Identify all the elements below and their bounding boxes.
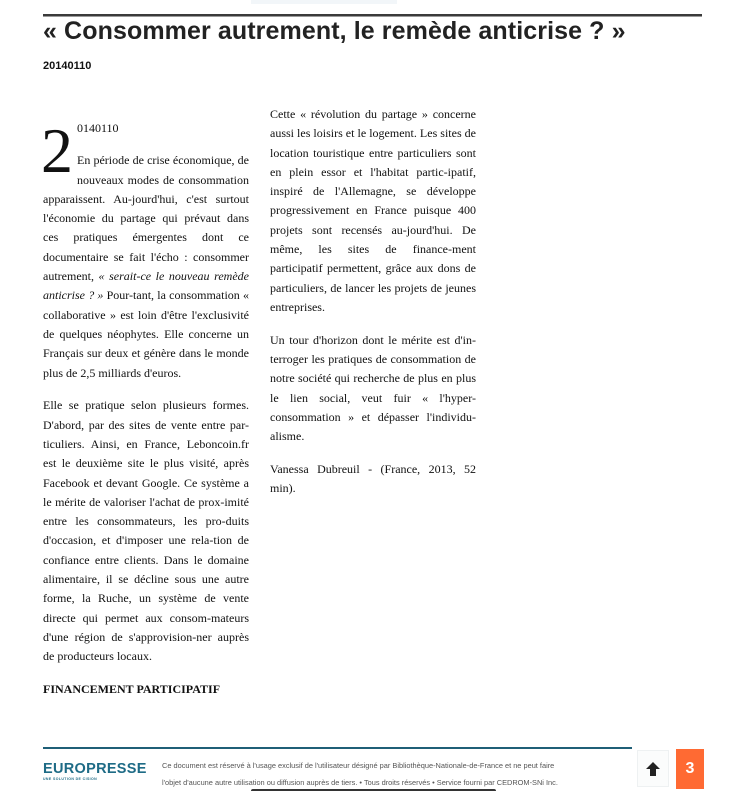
article-paragraph: Cette « révolution du partage » concerne aussi les loisirs et le logement. Les sites de location touristique entre particuliers sont en plein essor et l'habitat partic-ipatif, inspiré de l'Allemagne, se développe progressivement en France puisque 400 projets sont recensés au-jourd'hui. De même, les sites de finance-ment participatif permettent, grâce aux dons de particuliers, de lancer les projets de jeunes entreprises. (270, 107, 476, 314)
article-date: 20140110 (43, 60, 92, 72)
legal-line: l'objet d'aucune autre utilisation ou diffusion auprès de tiers. • Tous droits réservés • Service fourni par CEDROM-SNi Inc. (162, 778, 558, 787)
top-tab-strip (251, 0, 397, 4)
logo-wordmark: EUROPRESSE (43, 761, 147, 777)
scroll-to-top-button[interactable] (637, 750, 669, 787)
article-paragraph: Un tour d'horizon dont le mérite est d'in-terroger les pratiques de consommation de notre société qui recherche de plus en plus le lien social, veut fuir « l'hyper-consommation » et dépasser l'individu-alisme. (270, 332, 476, 444)
dropcap-continuation: 0140110 (77, 121, 119, 135)
article-column-1 (41, 115, 249, 713)
logo-tagline: UNE SOLUTION DE CISION (43, 777, 98, 781)
article-paragraph: Elle se pratique selon plusieurs formes. D'abord, par des sites de vente entre par-ticuliers. Ainsi, en France, Leboncoin.fr est le deuxième site le plus visité, après Facebook et devant Google. Ce système a le mérite de valoriser l'achat de prox-imité entre les consommateurs, les pro-duits d'occasion, et d'imposer une rela-tion de confiance entre clients. Dans le domaine alimentaire, il se décline sous une autre forme, la Ruche, un système de vente directe qui permet aux consom-mateurs d'une région de s'approvision-ner auprès de producteurs locaux. (43, 398, 249, 664)
legal-line: Ce document est réservé à l'usage exclusif de l'utilisateur désigné par Bibliothèque-Nationale-de-France et ne peut faire (162, 761, 555, 770)
article-credit: Vanessa Dubreuil - (France, 2013, 52 min). (270, 462, 476, 496)
europresse-logo (43, 762, 148, 781)
article-paragraph (41, 115, 249, 383)
italic-quote: « serait-ce le nouveau remède anticrise ? » (43, 269, 249, 303)
page-number-badge: 3 (676, 749, 704, 789)
article-title: « Consommer autrement, le remède anticrise ? » (43, 17, 626, 45)
article-column-2 (270, 105, 476, 512)
arrow-up-icon (645, 761, 661, 777)
paragraph-text: Pour-tant, la consommation « collaborative » est loin d'être l'exclusivité de quelques néophytes. Elle concerne un Français sur deux et génère dans le monde plus de 2,5 milliards d'euros. (43, 288, 249, 380)
drop-cap: 2 (41, 115, 73, 186)
legal-notice (162, 757, 632, 791)
section-subheading: FINANCEMENT PARTICIPATIF (43, 682, 221, 697)
paragraph-text: En période de crise économique, de nouveaux modes de consommation apparaissent. Au-jourd'hui, c'est surtout l'économie du partage qui prévaut dans ces pratiques émergentes dont ce documentaire se fait l'écho : consommer autrement, (43, 153, 249, 284)
footer-divider (43, 747, 632, 749)
